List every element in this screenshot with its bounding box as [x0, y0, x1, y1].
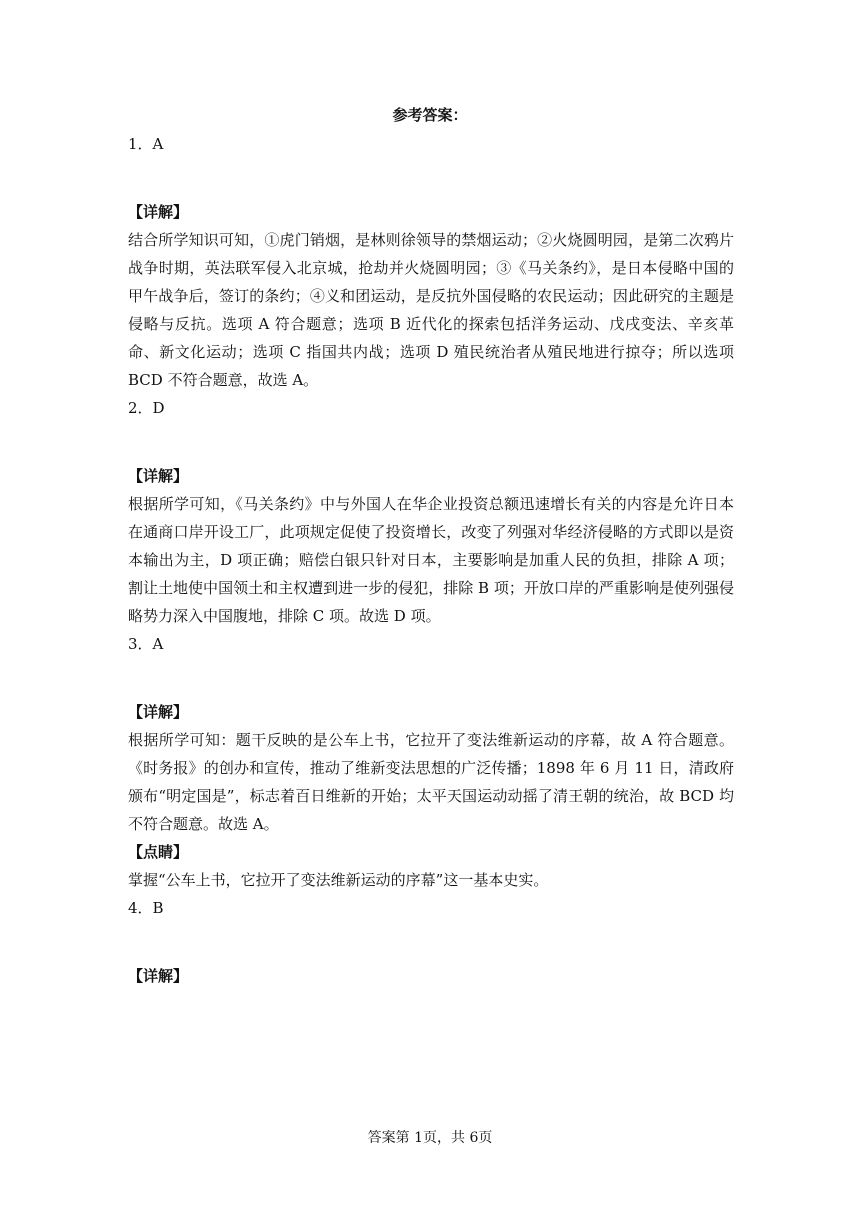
answer-number-2: 2．D	[128, 399, 165, 417]
answer-number-1: 1．A	[128, 135, 164, 153]
detail-text-1: 结合所学知识可知，①虎门销烟，是林则徐领导的禁烟运动；②火烧圆明园，是第二次鸦片战争时期，英法联军侵入北京城，抢劫并火烧圆明园；③《马关条约》，是日本侵略中国的甲午战争后，签订的条约；④义和团运动，是反抗外国侵略的农民运动；因此研究的主题是侵略与反抗。选项 A 符合题意；选项 B 近代化的探索包括洋务运动、戊戌变法、辛亥革命、新文化运动；选项 C 指国共内战；选项 D 殖民统治者从殖民地进行掠夺；所以选项 BCD 不符合题意，故选 A。	[128, 231, 734, 389]
spacer	[128, 922, 734, 962]
spacer	[128, 158, 734, 198]
answer-number-4: 4．B	[128, 899, 164, 917]
detail-label-1: 【详解】	[128, 203, 189, 221]
spacer	[128, 422, 734, 462]
comment-text-3: 掌握“公车上书，它拉开了变法维新运动的序幕”这一基本史实。	[128, 871, 549, 889]
detail-label-2: 【详解】	[128, 467, 189, 485]
detail-label-4: 【详解】	[128, 967, 189, 985]
page-title: 参考答案：	[392, 106, 468, 124]
page-footer: 答案第 1页，共 6页	[367, 1130, 493, 1146]
answer-number-3: 3．A	[128, 635, 164, 653]
spacer	[128, 658, 734, 698]
detail-label-3: 【详解】	[128, 703, 189, 721]
answer-content	[128, 130, 734, 990]
detail-text-3: 根据所学可知：题干反映的是公车上书，它拉开了变法维新运动的序幕，故 A 符合题意。《时务报》的创办和宣传，推动了维新变法思想的广泛传播；1898 年 6 月 11 日，清政府颁布“明定国是”，标志着百日维新的开始；太平天国运动动摇了清王朝的统治，故 BCD 均不符合题意。故选 A。	[128, 731, 734, 833]
detail-text-2: 根据所学可知，《马关条约》中与外国人在华企业投资总额迅速增长有关的内容是允许日本在通商口岸开设工厂，此项规定促使了投资增长，改变了列强对华经济侵略的方式即以是资本输出为主，D 项正确；赔偿白银只针对日本，主要影响是加重人民的负担，排除 A 项；割让土地使中国领土和主权遭到进一步的侵犯，排除 B 项；开放口岸的严重影响是使列强侵略势力深入中国腹地，排除 C 项。故选 D 项。	[128, 495, 734, 625]
comment-label-3: 【点睛】	[128, 843, 189, 861]
